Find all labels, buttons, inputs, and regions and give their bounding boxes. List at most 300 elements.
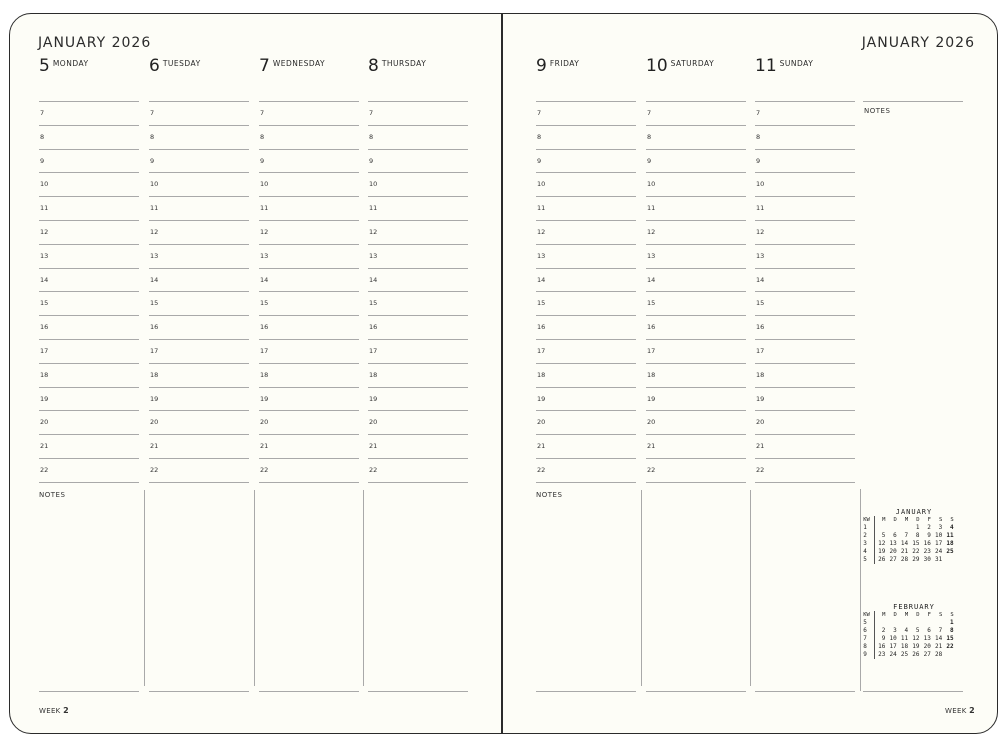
- day-name: THURSDAY: [381, 59, 427, 68]
- date-cell: 28: [935, 651, 943, 658]
- hour-label: 11: [40, 204, 49, 213]
- hour-rule: [646, 196, 746, 197]
- hour-label: 14: [260, 275, 269, 284]
- date-cell: 17: [889, 643, 897, 650]
- planner-spread: [9, 13, 998, 734]
- hour-label: 22: [369, 466, 378, 474]
- date-cell: [887, 619, 898, 627]
- hour-rule: [149, 149, 249, 150]
- hour-label: 14: [647, 275, 656, 284]
- hour-rule: [368, 363, 468, 364]
- hour-rule: [39, 363, 139, 364]
- hour-rule: [536, 482, 636, 483]
- hour-label: 11: [647, 204, 656, 213]
- day-number: 5: [39, 56, 50, 76]
- hour-label: 21: [647, 442, 656, 451]
- date-cell: [887, 524, 898, 532]
- hour-label: 22: [537, 466, 546, 474]
- date-cell: 19: [912, 643, 920, 650]
- hour-label: 21: [756, 442, 765, 451]
- date-cell: 22: [912, 548, 920, 555]
- week-number-cell: 9: [862, 651, 875, 659]
- hour-label: 15: [260, 299, 269, 308]
- hour-label: 8: [40, 132, 45, 141]
- notes-label: NOTES: [536, 491, 563, 499]
- hour-rule: [149, 410, 249, 411]
- hour-label: 8: [150, 132, 155, 141]
- hour-rule: [149, 244, 249, 245]
- hour-label: 19: [756, 394, 765, 403]
- hour-rule: [646, 339, 746, 340]
- mini-calendar-february: [862, 603, 966, 659]
- week-number-cell: 5: [862, 619, 875, 627]
- date-cell: 18: [900, 643, 909, 650]
- hour-rule: [39, 482, 139, 483]
- bottom-rule: [39, 691, 139, 692]
- hour-rule: [149, 268, 249, 269]
- hour-label: 20: [756, 418, 765, 427]
- hour-label: 15: [756, 299, 765, 308]
- week-number-cell: 7: [862, 635, 875, 643]
- hour-label: 12: [260, 228, 269, 236]
- weekday-header: KW: [862, 611, 875, 619]
- weekday-header: S: [938, 517, 943, 523]
- date-cell: 27: [923, 651, 931, 658]
- hour-rule: [368, 291, 468, 292]
- day-name: SATURDAY: [670, 59, 715, 68]
- date-cell: 23: [878, 651, 886, 658]
- weekday-header: D: [916, 612, 920, 618]
- weekday-header: KW: [862, 516, 875, 524]
- hour-rule: [39, 315, 139, 316]
- date-cell: 20: [923, 643, 931, 650]
- date-cell: 29: [912, 556, 920, 563]
- hour-rule: [536, 244, 636, 245]
- hour-rule: [368, 149, 468, 150]
- week-prefix: WEEK: [945, 707, 967, 715]
- mini-calendar-title: JANUARY: [895, 508, 933, 516]
- hour-label: 22: [756, 466, 765, 474]
- notes-label-sidebar: NOTES: [864, 107, 891, 115]
- day-number: 10: [646, 56, 668, 76]
- hour-label: 18: [40, 370, 49, 379]
- month-title: JANUARY 2026: [38, 35, 152, 51]
- hour-rule: [646, 149, 746, 150]
- hour-rule: [259, 220, 359, 221]
- hour-label: 7: [756, 109, 761, 117]
- hour-label: 22: [40, 466, 49, 474]
- day-number: 7: [259, 56, 270, 76]
- weekday-header: D: [893, 612, 897, 618]
- hour-rule: [259, 410, 359, 411]
- hour-rule: [536, 315, 636, 316]
- date-cell: 9: [881, 635, 886, 642]
- hour-label: 9: [756, 156, 761, 165]
- day-number: 9: [536, 56, 547, 76]
- hour-rule: [259, 101, 359, 102]
- hour-rule: [39, 220, 139, 221]
- day-name: FRIDAY: [549, 59, 580, 68]
- hour-rule: [368, 387, 468, 388]
- hour-label: 16: [40, 323, 49, 332]
- mini-calendar-title: FEBRUARY: [893, 603, 935, 611]
- hour-label: 7: [369, 109, 374, 117]
- date-cell: 8: [915, 532, 920, 539]
- hour-rule: [149, 458, 249, 459]
- hour-label: 13: [260, 251, 269, 260]
- hour-rule: [646, 101, 746, 102]
- hour-label: 16: [150, 323, 159, 332]
- hour-rule: [149, 125, 249, 126]
- hour-label: 17: [369, 347, 378, 355]
- hour-label: 12: [537, 228, 546, 236]
- hour-rule: [646, 125, 746, 126]
- hour-rule: [536, 434, 636, 435]
- hour-label: 15: [369, 299, 378, 308]
- week-label: [945, 706, 975, 715]
- day-name: MONDAY: [52, 59, 89, 68]
- hour-rule: [259, 291, 359, 292]
- month-title: JANUARY 2026: [861, 35, 975, 51]
- hour-label: 16: [369, 323, 378, 332]
- date-cell: 6: [927, 627, 931, 634]
- hour-label: 9: [537, 156, 542, 165]
- hour-rule: [536, 125, 636, 126]
- hour-rule: [368, 220, 468, 221]
- hour-rule: [39, 387, 139, 388]
- weekday-header: M: [904, 517, 909, 523]
- date-cell: 3: [938, 524, 943, 531]
- hour-label: 18: [537, 370, 546, 379]
- hour-label: 19: [40, 394, 49, 403]
- date-cell: 21: [935, 643, 943, 650]
- hour-label: 21: [260, 442, 269, 451]
- hour-label: 19: [647, 394, 656, 403]
- hour-rule: [536, 458, 636, 459]
- hour-label: 14: [369, 275, 378, 284]
- bottom-rule: [863, 691, 963, 692]
- hour-label: 11: [756, 204, 765, 213]
- day-header: [536, 56, 579, 76]
- date-cell: [898, 524, 909, 532]
- hour-rule: [39, 291, 139, 292]
- hour-label: 13: [537, 251, 546, 260]
- hour-rule: [536, 149, 636, 150]
- weekday-header: F: [927, 612, 931, 618]
- weekday-header: D: [916, 517, 920, 523]
- hour-rule: [368, 482, 468, 483]
- date-cell: 12: [878, 540, 886, 547]
- hour-rule: [646, 434, 746, 435]
- date-cell: 26: [878, 556, 886, 563]
- hour-label: 7: [150, 109, 155, 117]
- hour-rule: [646, 363, 746, 364]
- hour-rule: [755, 244, 855, 245]
- week-prefix: WEEK: [39, 707, 61, 715]
- date-cell: 13: [889, 540, 897, 547]
- date-cell: 16: [923, 540, 931, 547]
- hour-rule: [39, 458, 139, 459]
- hour-label: 15: [150, 299, 159, 308]
- hour-label: 10: [150, 180, 159, 189]
- hour-label: 19: [150, 394, 159, 403]
- hour-rule: [646, 268, 746, 269]
- hour-label: 20: [369, 418, 378, 427]
- week-number-cell: 2: [862, 532, 875, 540]
- bottom-rule: [259, 691, 359, 692]
- hour-label: 13: [756, 251, 765, 260]
- date-cell: 4: [904, 627, 909, 634]
- hour-rule: [259, 149, 359, 150]
- hour-rule: [149, 315, 249, 316]
- hour-rule: [646, 244, 746, 245]
- bottom-rule: [536, 691, 636, 692]
- hour-label: 22: [150, 466, 159, 474]
- hour-label: 16: [260, 323, 269, 332]
- hour-rule: [646, 220, 746, 221]
- date-cell: 21: [900, 548, 909, 555]
- bottom-rule: [646, 691, 746, 692]
- hour-label: 10: [260, 180, 269, 189]
- day-header: [259, 56, 325, 76]
- hour-label: 12: [40, 228, 49, 236]
- mini-calendar-grid: [862, 516, 955, 564]
- hour-rule: [646, 172, 746, 173]
- hour-rule: [368, 125, 468, 126]
- hour-rule: [755, 220, 855, 221]
- hour-rule: [368, 244, 468, 245]
- date-cell: 24: [935, 548, 943, 555]
- hour-label: 21: [150, 442, 159, 451]
- hour-rule: [39, 101, 139, 102]
- day-number: 11: [755, 56, 777, 76]
- hour-label: 8: [369, 132, 374, 141]
- hour-rule: [755, 339, 855, 340]
- hour-label: 9: [150, 156, 155, 165]
- hour-label: 18: [647, 370, 656, 379]
- week-number-cell: 3: [862, 540, 875, 548]
- week-number-cell: 1: [862, 524, 875, 532]
- hour-rule: [39, 172, 139, 173]
- bottom-rule: [755, 691, 855, 692]
- day-name: SUNDAY: [779, 59, 814, 68]
- day-name: WEDNESDAY: [272, 59, 326, 68]
- hour-rule: [259, 387, 359, 388]
- date-cell: [943, 556, 954, 564]
- date-cell: 5: [881, 532, 886, 539]
- date-cell: 9: [927, 532, 931, 539]
- date-cell: 2: [881, 627, 886, 634]
- weekday-header: M: [882, 612, 886, 618]
- hour-rule: [259, 482, 359, 483]
- hour-label: 8: [756, 132, 761, 141]
- bottom-rule: [149, 691, 249, 692]
- hour-label: 10: [756, 180, 765, 189]
- hour-label: 13: [150, 251, 159, 260]
- hour-rule: [536, 339, 636, 340]
- hour-label: 10: [369, 180, 378, 189]
- date-cell: 23: [923, 548, 931, 555]
- hour-label: 16: [537, 323, 546, 332]
- date-cell: 20: [889, 548, 897, 555]
- hour-label: 11: [369, 204, 378, 213]
- date-cell: [898, 619, 909, 627]
- day-header: [149, 56, 201, 76]
- date-cell: 18: [946, 540, 954, 547]
- notes-label: NOTES: [39, 491, 66, 499]
- hour-rule: [536, 291, 636, 292]
- hour-rule: [39, 125, 139, 126]
- hour-rule: [646, 482, 746, 483]
- hour-rule: [646, 458, 746, 459]
- day-header: [646, 56, 714, 76]
- hour-label: 18: [756, 370, 765, 379]
- weekday-header: M: [904, 612, 909, 618]
- hour-label: 16: [756, 323, 765, 332]
- hour-rule: [149, 339, 249, 340]
- hour-rule: [39, 149, 139, 150]
- date-cell: 6: [893, 532, 897, 539]
- hour-label: 7: [537, 109, 542, 117]
- date-cell: 7: [904, 532, 909, 539]
- date-cell: 11: [946, 532, 954, 539]
- hour-label: 11: [537, 204, 546, 213]
- hour-rule: [259, 363, 359, 364]
- hour-rule: [755, 458, 855, 459]
- hour-label: 17: [756, 347, 765, 355]
- date-cell: [932, 619, 943, 627]
- hour-label: 17: [647, 347, 656, 355]
- hour-rule: [755, 125, 855, 126]
- hour-label: 8: [260, 132, 265, 141]
- hour-rule: [39, 410, 139, 411]
- hour-rule: [755, 172, 855, 173]
- hour-label: 12: [647, 228, 656, 236]
- hour-label: 12: [150, 228, 159, 236]
- hour-rule: [149, 482, 249, 483]
- weekday-header: S: [938, 612, 943, 618]
- date-cell: [909, 619, 920, 627]
- date-cell: 7: [938, 627, 943, 634]
- date-cell: 10: [889, 635, 897, 642]
- date-cell: 17: [935, 540, 943, 547]
- hour-rule: [755, 434, 855, 435]
- hour-rule: [536, 101, 636, 102]
- notes-top-rule: [863, 101, 963, 102]
- date-cell: 31: [935, 556, 943, 563]
- hour-rule: [259, 315, 359, 316]
- hour-label: 13: [40, 251, 49, 260]
- hour-label: 15: [40, 299, 49, 308]
- hour-rule: [755, 149, 855, 150]
- hour-rule: [536, 220, 636, 221]
- date-cell: 26: [912, 651, 920, 658]
- hour-label: 7: [40, 109, 45, 117]
- hour-label: 21: [537, 442, 546, 451]
- hour-rule: [536, 268, 636, 269]
- hour-label: 12: [756, 228, 765, 236]
- hour-rule: [39, 434, 139, 435]
- hour-rule: [259, 339, 359, 340]
- date-cell: [875, 619, 887, 627]
- hour-label: 9: [647, 156, 652, 165]
- date-cell: 15: [912, 540, 920, 547]
- notes-divider: [641, 490, 642, 686]
- hour-label: 17: [537, 347, 546, 355]
- hour-label: 11: [260, 204, 269, 213]
- hour-label: 18: [150, 370, 159, 379]
- date-cell: 25: [946, 548, 954, 555]
- hour-label: 22: [260, 466, 269, 474]
- date-cell: 4: [950, 524, 954, 531]
- date-cell: 8: [950, 627, 954, 634]
- hour-rule: [755, 291, 855, 292]
- date-cell: [875, 524, 887, 532]
- hour-label: 9: [260, 156, 265, 165]
- hour-rule: [755, 101, 855, 102]
- hour-rule: [368, 101, 468, 102]
- hour-rule: [755, 363, 855, 364]
- hour-rule: [149, 172, 249, 173]
- date-cell: [921, 619, 932, 627]
- week-number-cell: 6: [862, 627, 875, 635]
- hour-rule: [536, 196, 636, 197]
- hour-label: 11: [150, 204, 159, 213]
- hour-label: 13: [647, 251, 656, 260]
- hour-rule: [368, 268, 468, 269]
- hour-rule: [536, 363, 636, 364]
- hour-rule: [536, 410, 636, 411]
- hour-rule: [368, 339, 468, 340]
- hour-rule: [149, 101, 249, 102]
- week-number-cell: 8: [862, 643, 875, 651]
- hour-label: 20: [40, 418, 49, 427]
- date-cell: 12: [912, 635, 920, 642]
- date-cell: 25: [900, 651, 909, 658]
- hour-label: 20: [260, 418, 269, 427]
- date-cell: [943, 651, 954, 659]
- notes-divider: [254, 490, 255, 686]
- hour-rule: [149, 196, 249, 197]
- hour-rule: [368, 196, 468, 197]
- hour-rule: [149, 363, 249, 364]
- date-cell: 11: [900, 635, 909, 642]
- hour-rule: [39, 244, 139, 245]
- date-cell: 19: [878, 548, 886, 555]
- hour-label: 8: [647, 132, 652, 141]
- hour-label: 10: [40, 180, 49, 189]
- hour-label: 10: [537, 180, 546, 189]
- left-page: [10, 14, 501, 733]
- bottom-rule: [368, 691, 468, 692]
- hour-rule: [536, 172, 636, 173]
- day-name: TUESDAY: [162, 59, 201, 68]
- date-cell: 15: [946, 635, 954, 642]
- right-page: [503, 14, 997, 733]
- day-header: [368, 56, 426, 76]
- hour-label: 19: [369, 394, 378, 403]
- hour-label: 17: [150, 347, 159, 355]
- mini-calendar-january: [862, 508, 966, 564]
- hour-rule: [368, 434, 468, 435]
- date-cell: 22: [946, 643, 954, 650]
- hour-rule: [368, 315, 468, 316]
- hour-rule: [646, 387, 746, 388]
- hour-label: 14: [40, 275, 49, 284]
- hour-rule: [368, 410, 468, 411]
- date-cell: 14: [935, 635, 943, 642]
- date-cell: 24: [889, 651, 897, 658]
